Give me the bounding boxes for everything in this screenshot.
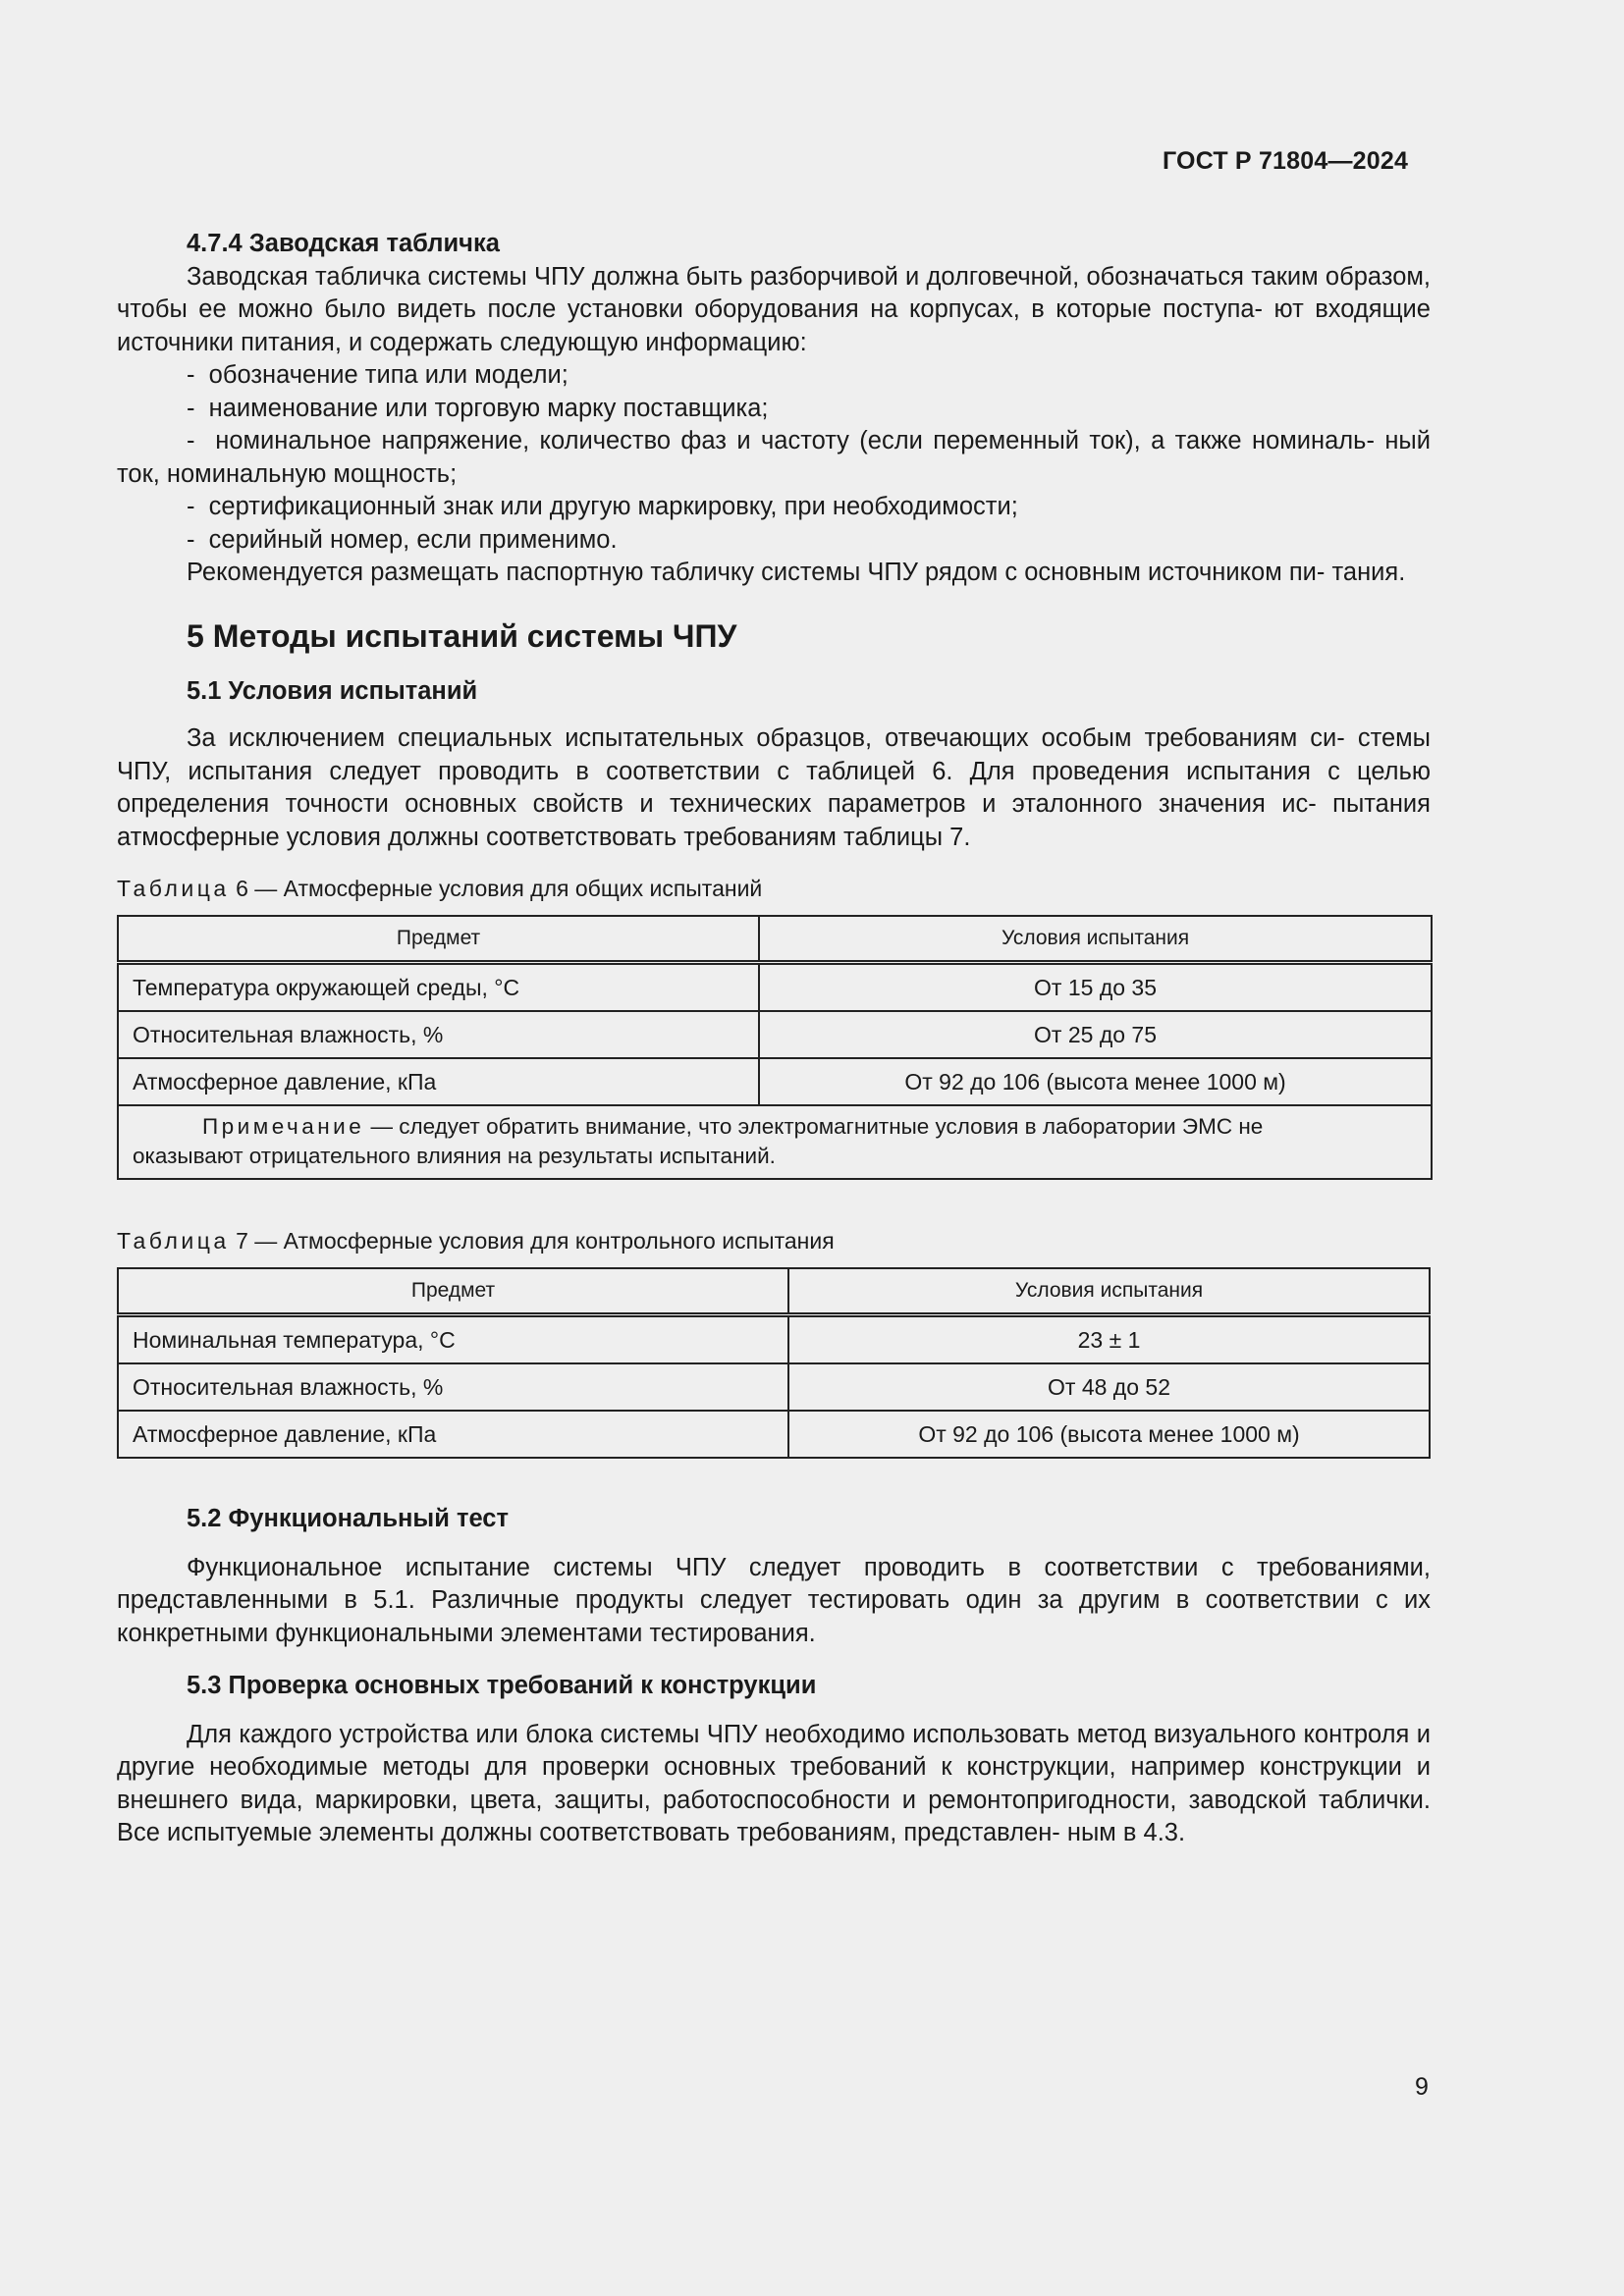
list-item-text: серийный номер, если применимо. [208, 525, 618, 554]
text-line: ным в 4.3. [1066, 1819, 1186, 1846]
table-cell: Атмосферное давление, кПа [118, 1058, 759, 1105]
section-5-3-title: 5.3 Проверка основных требований к конструкции [187, 1672, 817, 1699]
outro-line: Рекомендуется размещать паспортную табличку системы ЧПУ рядом с основным источником пи- [187, 559, 1326, 586]
table-label: Таблица [117, 1228, 230, 1254]
text-line: стемы ЧПУ, испытания следует проводить в соответствии с таблицей 6. Для проведения испытания с [117, 724, 1431, 785]
table-cell: Номинальная температура, °С [118, 1315, 788, 1364]
list-item-text: номинальное напряжение, количество фаз и частоту (если переменный ток), а также номиналь- [215, 427, 1375, 454]
text-line: целью определения точности основных свойств и технических параметров и эталонного значения ис- [117, 757, 1431, 818]
document-code: ГОСТ Р 71804—2024 [1163, 147, 1409, 175]
list-item [117, 491, 1431, 524]
intro-line: ют входящие источники питания, и содержать следующую информацию: [117, 295, 1431, 356]
text-line: конкретными функциональными элементами тестирования. [117, 1619, 816, 1647]
section-4-7-4-title: 4.7.4 Заводская табличка [187, 230, 500, 257]
list-item-text: ный ток, номинальную мощность; [117, 427, 1431, 488]
table-header-cell: Предмет [118, 1268, 788, 1315]
table-cell: Температура окружающей среды, °С [118, 963, 759, 1012]
table-row [118, 1411, 1430, 1458]
list-dash: - [187, 394, 195, 422]
table-header-cell: Условия испытания [788, 1268, 1430, 1315]
section-4-7-4-outro [117, 557, 1431, 590]
table-7-caption [117, 1226, 1431, 1255]
table-row [118, 1315, 1430, 1364]
section-5-title: 5 Методы испытаний системы ЧПУ [187, 617, 737, 654]
table-label: Таблица [117, 876, 230, 901]
table-row [118, 963, 1432, 1012]
list-item-text: обозначение типа или модели; [208, 361, 568, 389]
table-6 [117, 915, 1433, 1180]
section-5-2-text [117, 1552, 1431, 1651]
list-item [117, 524, 1431, 558]
list-dash: - [187, 427, 195, 454]
list-item-text: наименование или торговую марку поставщика; [208, 394, 769, 422]
table-cell: От 92 до 106 (высота менее 1000 м) [759, 1058, 1432, 1105]
table-caption-text: 6 — Атмосферные условия для общих испытаний [229, 876, 763, 901]
table-cell: От 92 до 106 (высота менее 1000 м) [788, 1411, 1430, 1458]
note-text: оказывают отрицательного влияния на результаты испытаний. [133, 1144, 776, 1168]
text-line: конструкции и внешнего вида, маркировки, цвета, защиты, работоспособности и ремонтопригодности, [117, 1753, 1431, 1814]
table-cell: Относительная влажность, % [118, 1363, 788, 1411]
list-dash: - [187, 493, 195, 520]
note-text: — следует обратить внимание, что электромагнитные условия в лаборатории ЭМС не [364, 1114, 1264, 1139]
list-item [117, 425, 1431, 491]
table-note [118, 1105, 1432, 1179]
section-5-1-title: 5.1 Условия испытаний [187, 676, 478, 705]
table-header-row [118, 916, 1432, 963]
text-line: Для каждого устройства или блока системы ЧПУ необходимо использовать метод визуального [187, 1720, 1297, 1748]
table-header-cell: Условия испытания [759, 916, 1432, 963]
outro-line: тания. [1331, 559, 1406, 586]
list-dash: - [187, 525, 195, 554]
list-item-text: сертификационный знак или другую маркировку, при необходимости; [208, 493, 1018, 520]
table-row [118, 1058, 1432, 1105]
table-cell: Относительная влажность, % [118, 1011, 759, 1058]
text-line: представленными в 5.1. Различные продукты следует тестировать один за другим в соответствии с их [117, 1586, 1431, 1614]
table-header-cell: Предмет [118, 916, 759, 963]
table-note-row [118, 1105, 1432, 1179]
table-row [118, 1011, 1432, 1058]
section-5-1-text [117, 722, 1431, 854]
table-cell: От 48 до 52 [788, 1363, 1430, 1411]
intro-line: Заводская табличка системы ЧПУ должна быть разборчивой и долговечной, обозначаться таким [187, 262, 1319, 291]
table-6-caption [117, 874, 1431, 903]
list-item [117, 359, 1431, 393]
table-header-row [118, 1268, 1430, 1315]
table-7 [117, 1267, 1431, 1459]
section-4-7-4-intro [117, 261, 1431, 360]
table-row [118, 1363, 1430, 1411]
table-cell: От 15 до 35 [759, 963, 1432, 1012]
text-line: заводской таблички. Все испытуемые элементы должны соответствовать требованиям, представлен- [117, 1786, 1431, 1846]
table-caption-text: 7 — Атмосферные условия для контрольного испытания [229, 1228, 835, 1254]
text-line: За исключением специальных испытательных образцов, отвечающих особым требованиям си- [187, 724, 1345, 752]
table-cell: От 25 до 75 [759, 1011, 1432, 1058]
list-item [117, 393, 1431, 426]
page-number: 9 [1415, 2073, 1429, 2101]
intro-line: образом, чтобы ее можно было видеть после установки оборудования на корпусах, в которые поступа- [117, 262, 1431, 323]
text-line: контроля и другие необходимые методы для проверки основных требований к конструкции, например [117, 1720, 1431, 1781]
text-line: пытания атмосферные условия должны соответствовать требованиям таблицы 7. [117, 790, 1431, 851]
text-line: Функциональное испытание системы ЧПУ следует проводить в соответствии с требованиями, [187, 1553, 1431, 1581]
table-cell: Атмосферное давление, кПа [118, 1411, 788, 1458]
note-label: Примечание [202, 1114, 365, 1139]
section-5-3-text [117, 1719, 1431, 1850]
page-content [117, 228, 1431, 1850]
table-cell: 23 ± 1 [788, 1315, 1430, 1364]
section-5-2-title: 5.2 Функциональный тест [187, 1505, 509, 1532]
list-dash: - [187, 361, 195, 389]
